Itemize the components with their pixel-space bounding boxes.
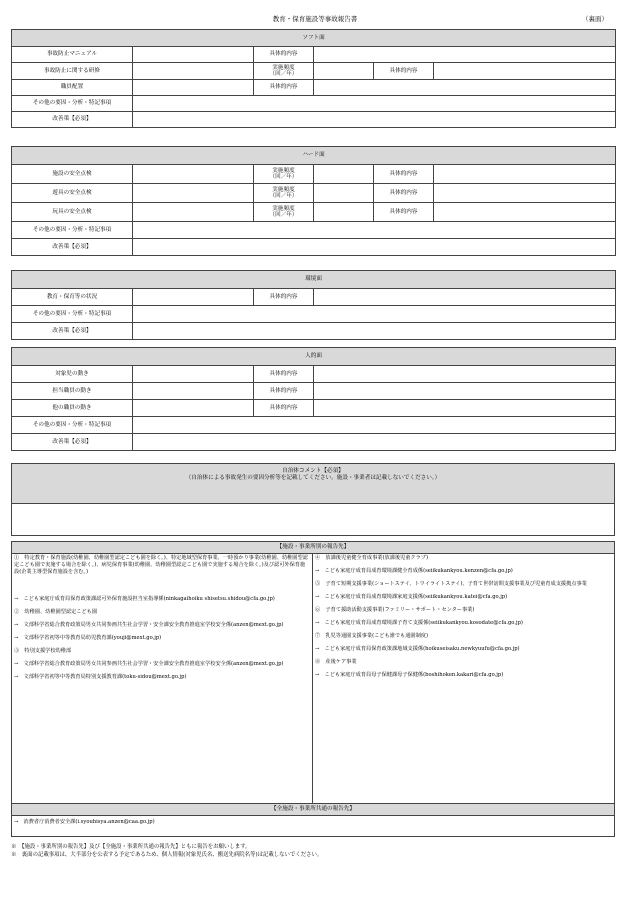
field-soft-other[interactable] (133, 96, 616, 112)
footnotes (11, 843, 615, 859)
label-child-movement: 対象児の動き (12, 366, 133, 383)
field-staff-detail[interactable] (314, 383, 616, 400)
common-report-destination: → 消費者庁消費者安全課(i.syouhisya.anzen@caa.go.jp) (14, 819, 155, 825)
field-care-detail[interactable] (314, 289, 616, 306)
report-item: → こども家庭庁成育局保育政策課地域支援係(hoikuseisaku.newkyuufu@cfa.go.jp) (315, 646, 520, 652)
report-destinations (11, 541, 615, 837)
label-detail: 具体的内容 (254, 400, 314, 417)
facility-report-heading: 【施設・事業所別の報告先】 (12, 542, 614, 554)
label-detail: 具体的内容 (254, 80, 314, 96)
label-detail: 具体的内容 (374, 63, 434, 80)
document-title: 教育・保育施設等事故報告書 (272, 15, 358, 23)
label-frequency: 実施頻度 （回／年） (254, 203, 314, 222)
label-frequency: 実施頻度 （回／年） (254, 184, 314, 203)
field-staff-in-charge[interactable] (133, 383, 254, 400)
field-staffing[interactable] (133, 80, 254, 96)
field-toys-frequency[interactable] (314, 203, 374, 222)
report-item: ⑥ 子育て援助活動支援事業(ファミリー・サポート・センター事業) (315, 607, 475, 613)
label-detail: 具体的内容 (254, 47, 314, 63)
field-other-staff-detail[interactable] (314, 400, 616, 417)
field-playground-detail[interactable] (434, 184, 616, 203)
report-item: → 文部科学省初等中等教育局幼児教育課(youji@mext.go.jp) (14, 635, 162, 641)
report-item: ④ 放課後児童健全育成事業(放課後児童クラブ) (315, 555, 428, 561)
env-section-table (11, 270, 616, 340)
report-item: → 文部科学省総合教育政策局男女共同参画共生社会学習・安全課安全教育推進室学校安全係(anzen@mext.go.jp) (14, 661, 284, 667)
label-manual: 事故防止マニュアル (12, 47, 133, 63)
field-training-detail[interactable] (434, 63, 616, 80)
label-staffing: 職員配置 (12, 80, 133, 96)
env-section-heading: 環境面 (12, 271, 616, 289)
municipality-comment-box (11, 463, 615, 536)
report-item: ⑤ 子育て短期支援事業(ショートステイ、トワイライトステイ)、子育て世帯訪問支援事業及び児童育成支援拠点事業 (315, 581, 587, 587)
field-toys-check[interactable] (133, 203, 254, 222)
field-manual-detail[interactable] (314, 47, 616, 63)
field-env-improvement[interactable] (133, 323, 616, 340)
label-detail: 具体的内容 (374, 184, 434, 203)
label-improvement: 改善策【必須】 (12, 434, 133, 451)
report-item: → こども家庭庁成育局成育環境課子育て支援係(seiikukankyou.kosodate@cfa.go.jp) (315, 620, 523, 626)
field-soft-improvement[interactable] (133, 112, 616, 128)
label-care-situation: 教育・保育等の状況 (12, 289, 133, 306)
field-playground-check[interactable] (133, 184, 254, 203)
label-detail: 具体的内容 (254, 366, 314, 383)
field-human-improvement[interactable] (133, 434, 616, 451)
field-care-situation[interactable] (133, 289, 254, 306)
report-item: ③ 特別支援学校幼稚部 (14, 648, 72, 654)
field-toys-detail[interactable] (434, 203, 616, 222)
report-item: ② 幼稚園、幼稚園型認定こども園 (14, 609, 98, 615)
common-report-heading: 【全施設・事業所共通の報告先】 (12, 803, 614, 816)
municipality-comment-header (12, 464, 614, 504)
label-training: 事故防止に関する研修 (12, 63, 133, 80)
soft-section-table (11, 29, 616, 128)
field-manual[interactable] (133, 47, 254, 63)
field-env-other[interactable] (133, 306, 616, 323)
report-item: ① 特定教育・保育施設(幼稚園、幼稚園型認定こども園を除く。)、特定地域型保育事業、一時預かり事業(幼稚園、幼稚園型認定こども園で実施する場合を除く。)、病児保育事業(幼稚園、幼稚園型認定こども園で実施する場合を除く。)及び認可外保育施設(企業主導型保育施設を含む。) (14, 555, 308, 575)
report-destinations-body (12, 554, 614, 803)
field-other-staff[interactable] (133, 400, 254, 417)
label-playground-check: 遊具の安全点検 (12, 184, 133, 203)
comment-title: 自治体コメント【必須】 (282, 468, 344, 474)
label-detail: 具体的内容 (374, 203, 434, 222)
report-item: → こども家庭庁成育局成育環境課家庭支援係(seiikukankyou.katei@cfa.go.jp) (315, 594, 508, 600)
field-training-frequency[interactable] (314, 63, 374, 80)
field-hard-improvement[interactable] (133, 239, 616, 256)
label-detail: 具体的内容 (254, 383, 314, 400)
label-frequency: 実施頻度 （回／年） (254, 63, 314, 80)
field-child-movement[interactable] (133, 366, 254, 383)
soft-section-heading: ソフト面 (12, 30, 616, 47)
label-detail: 具体的内容 (374, 165, 434, 184)
label-toys-check: 玩具の安全点検 (12, 203, 133, 222)
municipality-comment-field[interactable] (12, 504, 614, 536)
human-section-heading: 人的面 (12, 348, 616, 366)
label-detail: 具体的内容 (254, 289, 314, 306)
label-improvement: 改善策【必須】 (12, 239, 133, 256)
report-item: → こども家庭庁成育局成育環境課健全育成係(seiikukankyou.kenzen@cfa.go.jp) (315, 568, 513, 574)
field-playground-frequency[interactable] (314, 184, 374, 203)
report-item: ⑧ 産後ケア事業 (315, 659, 357, 665)
label-facility-check: 施設の安全点検 (12, 165, 133, 184)
label-other-factors: その他の要因・分析・特記事項 (12, 417, 133, 434)
label-other-factors: その他の要因・分析・特記事項 (12, 306, 133, 323)
field-facility-detail[interactable] (434, 165, 616, 184)
label-other-factors: その他の要因・分析・特記事項 (12, 222, 133, 239)
field-facility-check[interactable] (133, 165, 254, 184)
report-item: ⑦ 乳児等通園支援事業(こども誰でも通園制度) (315, 633, 428, 639)
label-other-staff: 他の職員の動き (12, 400, 133, 417)
report-item: → こども家庭庁成育局母子保健課母子保健係(boshihoken.kakari@cfa.go.jp) (315, 672, 504, 678)
field-facility-frequency[interactable] (314, 165, 374, 184)
field-hard-other[interactable] (133, 222, 616, 239)
human-section-table (11, 347, 616, 451)
footnote: ※ 【施設・事業所別の報告先】及び【全施設・事業所共通の報告先】ともに報告をお願いします。 (11, 844, 251, 850)
footnote: ※ 裏面の記載事項は、大半部分を公表する予定であるため、個人情報(対象児氏名、搬送先病院名等)は記載しないでください。 (11, 852, 323, 858)
report-item: → 文部科学省初等中等教育局特別支援教育課(toku-sidou@mext.go.jp) (14, 674, 187, 680)
label-improvement: 改善策【必須】 (12, 112, 133, 128)
label-frequency: 実施頻度 （回／年） (254, 165, 314, 184)
hard-section-heading: ハード面 (12, 147, 616, 165)
field-staffing-detail[interactable] (314, 80, 616, 96)
label-other-factors: その他の要因・分析・特記事項 (12, 96, 133, 112)
field-child-detail[interactable] (314, 366, 616, 383)
report-column-right (313, 554, 614, 803)
page-side-label: （裏面） (582, 15, 608, 23)
report-item: → 文部科学省総合教育政策局男女共同参画共生社会学習・安全課安全教育推進室学校安全係(anzen@mext.go.jp) (14, 622, 284, 628)
field-human-other[interactable] (133, 417, 616, 434)
label-improvement: 改善策【必須】 (12, 323, 133, 340)
report-column-left (12, 554, 313, 803)
field-training[interactable] (133, 63, 254, 80)
comment-instructions: （自治体による事故発生の要因分析等を記載してください。施設・事業者は記載しないでください。） (185, 475, 441, 481)
report-item: → こども家庭庁成育局保育政策課認可外保育施設担当室指導係(ninkagaihoiku shisetsu.shidou@cfa.go.jp) (14, 596, 275, 602)
label-staff-in-charge: 担当職員の動き (12, 383, 133, 400)
hard-section-table (11, 146, 616, 256)
